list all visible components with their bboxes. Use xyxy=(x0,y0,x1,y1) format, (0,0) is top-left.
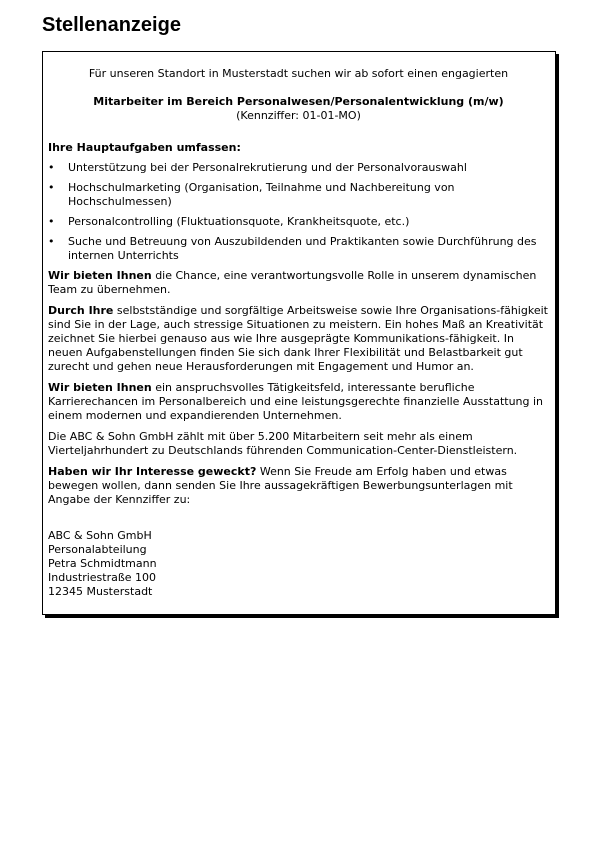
bullet-icon: • xyxy=(48,235,55,248)
list-item xyxy=(48,161,549,175)
job-ad-box xyxy=(42,51,556,615)
task-text: Suche und Betreuung von Auszubildenden und Praktikanten sowie Durchführung des internen Unterrichts xyxy=(68,235,537,262)
contact-department: Personalabteilung xyxy=(48,543,147,556)
tasks-list xyxy=(48,161,549,263)
list-item xyxy=(48,181,549,209)
list-item xyxy=(48,235,549,263)
bullet-icon: • xyxy=(48,215,55,228)
offer-lead: Wir bieten Ihnen xyxy=(48,269,152,282)
task-text: Personalcontrolling (Fluktuationsquote, Krankheitsquote, etc.) xyxy=(68,215,410,228)
task-text: Unterstützung bei der Personalrekrutierung und der Personalvorauswahl xyxy=(68,161,467,174)
contact-person: Petra Schmidtmann xyxy=(48,557,157,570)
interest-paragraph xyxy=(48,465,549,507)
benefits-paragraph xyxy=(48,381,549,423)
reference-number: (Kennziffer: 01-01-MO) xyxy=(236,109,361,122)
profile-paragraph xyxy=(48,304,549,374)
benefits-text: ein anspruchsvolles Tätigkeitsfeld, interessante berufliche Karrierechancen im Personalbereich und eine leistungsgerechte finanzielle Ausstattung in einem modernen und expandierenden Unternehmen. xyxy=(48,381,544,422)
company-paragraph: Die ABC & Sohn GmbH zählt mit über 5.200 Mitarbeitern seit mehr als einem Vierteljahrhundert zu Deutschlands führenden Communication-Center-Dienstleistern. xyxy=(48,430,518,457)
tasks-heading: Ihre Hauptaufgaben umfassen: xyxy=(48,141,241,154)
profile-text: selbstständige und sorgfältige Arbeitsweise sowie Ihre Organisations-fähigkeit sind Sie in der Lage, auch stressige Situationen zu meistern. Ein hohes Maß an Kreativität zeichnet Sie hierbei genauso aus wie Ihre ausgeprägte Kommunikations-fähigkeit. In neuen Aufgabenstellungen finden Sie sich dank Ihrer Flexibilität und Belastbarkeit gut zurecht und gehen neue Herausforderungen mit Engagement und Humor an. xyxy=(48,304,548,373)
page-title: Stellenanzeige xyxy=(42,14,181,36)
contact-city: 12345 Musterstadt xyxy=(48,585,153,598)
list-item xyxy=(48,215,549,229)
task-text: Hochschulmarketing (Organisation, Teilnahme und Nachbereitung von Hochschulmessen) xyxy=(68,181,455,208)
bullet-icon: • xyxy=(48,161,55,174)
profile-lead: Durch Ihre xyxy=(48,304,114,317)
position-title: Mitarbeiter im Bereich Personalwesen/Personalentwicklung (m/w) xyxy=(93,95,504,108)
interest-lead: Haben wir Ihr Interesse geweckt? xyxy=(48,465,257,478)
contact-company: ABC & Sohn GmbH xyxy=(48,529,152,542)
ad-intro: Für unseren Standort in Musterstadt suchen wir ab sofort einen engagierten xyxy=(88,67,509,80)
offer-text: die Chance, eine verantwortungsvolle Rolle in unserem dynamischen Team zu übernehmen. xyxy=(48,269,537,296)
contact-street: Industriestraße 100 xyxy=(48,571,157,584)
interest-text: Wenn Sie Freude am Erfolg haben und etwas bewegen wollen, dann senden Sie Ihre aussagekräftigen Bewerbungsunterlagen mit Angabe der Kennziffer zu: xyxy=(48,465,513,506)
offer-paragraph xyxy=(48,269,549,297)
contact-address xyxy=(48,529,549,599)
benefits-lead: Wir bieten Ihnen xyxy=(48,381,152,394)
bullet-icon: • xyxy=(48,181,55,194)
